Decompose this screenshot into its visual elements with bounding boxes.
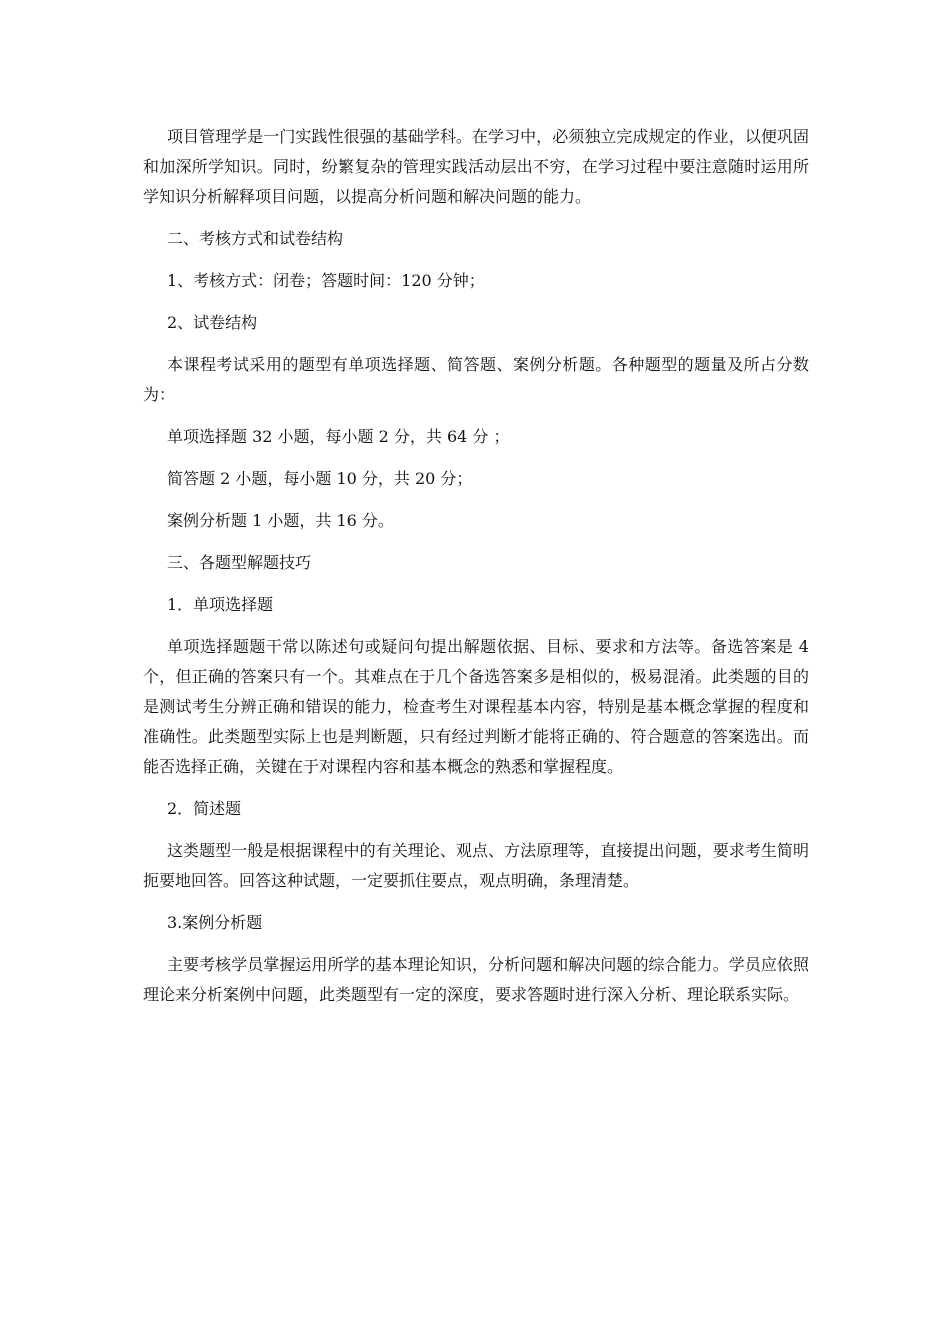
single-choice-score-line: 单项选择题 32 小题，每小题 2 分，共 64 分 ； [167,427,510,446]
short-answer-paragraph: 这类题型一般是根据课程中的有关理论、观点、方法原理等，直接提出问题，要求考生简明扼要地回答。回答这种试题，一定要抓住要点，观点明确，条理清楚。 [143,841,809,890]
short-answer-score-line: 简答题 2 小题，每小题 10 分，共 20 分； [167,469,473,488]
intro-paragraph: 项目管理学是一门实践性很强的基础学科。在学习中，必须独立完成规定的作业，以便巩固和加深所学知识。同时，纷繁复杂的管理实践活动层出不穷，在学习过程中要注意随时运用所学知识分析解释项目问题，以提高分析问题和解决问题的能力。 [143,127,809,206]
assessment-method-line: 1、考核方式：闭卷；答题时间：120 分钟； [167,271,485,290]
section-heading-techniques: 三、各题型解题技巧 [167,553,312,572]
single-choice-paragraph: 单项选择题题干常以陈述句或疑问句提出解题依据、目标、要求和方法等。备选答案是 4 个，但正确的答案只有一个。其难点在于几个备选答案多是相似的，极易混淆。此类题的目的是测试考生分辨正确和错误的能力，检查考生对课程基本内容，特别是基本概念掌握的程度和准确性。此类题型实际上也是判断题，只有经过判断才能将正确的、符合题意的答案选出。而能否选择正确，关键在于对课程内容和基本概念的熟悉和掌握程度。 [143,637,809,776]
case-analysis-paragraph: 主要考核学员掌握运用所学的基本理论知识，分析问题和解决问题的综合能力。学员应依照理论来分析案例中问题，此类题型有一定的深度，要求答题时进行深入分析、理论联系实际。 [143,955,809,1004]
case-analysis-score-line: 案例分析题 1 小题，共 16 分。 [167,511,394,530]
document-body [143,122,809,1022]
paper-structure-heading: 2、试卷结构 [167,313,258,332]
case-analysis-heading: 3.案例分析题 [167,913,263,932]
short-answer-heading: 2．简述题 [167,799,242,818]
section-heading-assessment: 二、考核方式和试卷结构 [167,229,344,248]
single-choice-heading: 1．单项选择题 [167,595,274,614]
paper-structure-paragraph: 本课程考试采用的题型有单项选择题、简答题、案例分析题。各种题型的题量及所占分数为： [143,355,809,404]
